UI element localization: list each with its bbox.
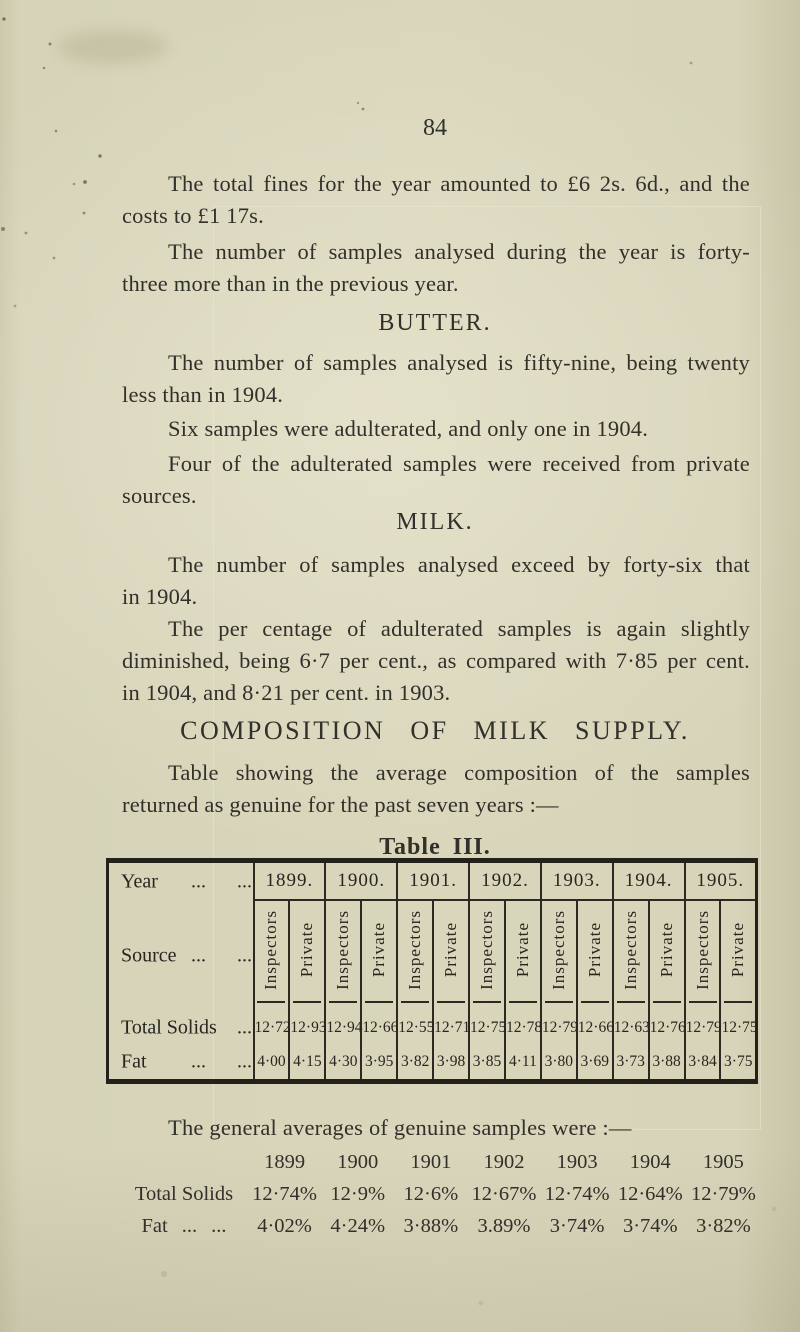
leader-dots: ... — [237, 944, 252, 966]
text-line: diminished, being 6·7 per cent., as compared with 7·85 per cent. — [122, 648, 750, 673]
text-line: in 1904. — [122, 584, 198, 609]
rule-dash — [689, 1001, 717, 1003]
page-number: 84 — [423, 115, 447, 141]
text-line: The number of samples analysed is fifty-nine, being twenty — [168, 350, 750, 375]
averages-year: 1899 — [264, 1150, 306, 1173]
paragraph-butter-samples — [122, 347, 750, 411]
total-solids-value: 12·63 — [613, 1011, 649, 1045]
paragraph-percentage-adulterated — [122, 613, 750, 709]
rule-dash — [293, 1001, 321, 1003]
averages-total-solids-value: 12·74% — [252, 1182, 318, 1205]
averages-fat-row — [120, 1210, 760, 1242]
averages-fat-value: 4·02% — [257, 1214, 312, 1237]
rule-dash — [617, 1001, 645, 1003]
year-header: 1903. — [541, 861, 613, 901]
averages-year-row — [120, 1146, 760, 1178]
fat-value: 4·30 — [325, 1045, 361, 1082]
section-heading-milk: MILK. — [396, 509, 474, 535]
row-label-text: Year — [121, 870, 158, 892]
table-row-source — [108, 900, 757, 1011]
text-line: costs to £1 17s. — [122, 203, 264, 228]
total-solids-value: 12·94 — [325, 1011, 361, 1045]
fat-value: 4·15 — [289, 1045, 325, 1082]
source-header-private: Private — [289, 900, 325, 1011]
fat-value: 3·75 — [720, 1045, 756, 1082]
source-header-private: Private — [649, 900, 685, 1011]
fat-value: 3·82 — [397, 1045, 433, 1082]
averages-total-solids-row — [120, 1178, 760, 1210]
fat-value: 4·00 — [254, 1045, 290, 1082]
text-line: Four of the adulterated samples were received from private — [168, 451, 750, 476]
averages-total-solids-value: 12·67% — [471, 1182, 537, 1205]
paragraph-table-intro — [122, 757, 750, 821]
leader-dots: ... — [191, 944, 206, 966]
total-solids-value: 12·66 — [361, 1011, 397, 1045]
fat-row-label — [108, 1045, 254, 1082]
averages-table — [120, 1146, 760, 1242]
source-header-inspectors: Inspectors — [469, 900, 505, 1011]
year-row-label — [108, 861, 254, 901]
leader-dots: ... — [237, 1050, 252, 1073]
averages-year: 1904 — [629, 1150, 671, 1173]
total-solids-value: 12·78 — [505, 1011, 541, 1045]
fat-value: 3·95 — [361, 1045, 397, 1082]
total-solids-value: 12·93 — [289, 1011, 325, 1045]
rule-dash — [473, 1001, 501, 1003]
leader-dots: ... — [191, 1050, 206, 1073]
text-line: less than in 1904. — [122, 382, 284, 407]
fat-value: 3·80 — [541, 1045, 577, 1082]
year-header: 1901. — [397, 861, 469, 901]
paragraph-general-averages — [122, 1112, 750, 1144]
year-header: 1900. — [325, 861, 397, 901]
total-solids-value: 12·75 — [720, 1011, 756, 1045]
paragraph-total-fines — [122, 168, 750, 232]
total-solids-value: 12·75 — [469, 1011, 505, 1045]
rule-dash — [509, 1001, 537, 1003]
source-header-private: Private — [433, 900, 469, 1011]
averages-fat-value: 3·88% — [403, 1214, 459, 1237]
fat-value: 3·85 — [469, 1045, 505, 1082]
source-header-inspectors: Inspectors — [541, 900, 577, 1011]
composition-table — [106, 858, 758, 1084]
total-solids-value: 12·79 — [685, 1011, 721, 1045]
row-label-text: Fat — [121, 1050, 147, 1073]
row-label-text: Total Solids — [121, 1016, 217, 1039]
paper-specks — [0, 0, 2, 2]
section-heading-composition: COMPOSITION OF MILK SUPPLY. — [180, 716, 690, 745]
row-label-text: Source — [121, 944, 177, 966]
rule-dash — [365, 1001, 393, 1003]
rule-dash — [329, 1001, 357, 1003]
source-header-inspectors: Inspectors — [254, 900, 290, 1011]
rule-dash — [724, 1001, 752, 1003]
year-header: 1902. — [469, 861, 541, 901]
paragraph-six-samples — [122, 413, 750, 445]
total-solids-value: 12·71 — [433, 1011, 469, 1045]
averages-total-solids-value: 12·6% — [403, 1182, 459, 1205]
averages-fat-value: 3·74% — [622, 1214, 678, 1237]
averages-total-solids-value: 12·64% — [617, 1182, 683, 1205]
fat-value: 4·11 — [505, 1045, 541, 1082]
source-header-private: Private — [361, 900, 397, 1011]
section-heading-butter: BUTTER. — [378, 310, 492, 336]
total-solids-value: 12·72 — [254, 1011, 290, 1045]
averages-fat-value: 3·82% — [696, 1214, 751, 1237]
fat-value: 3·84 — [685, 1045, 721, 1082]
year-header: 1904. — [613, 861, 685, 901]
source-header-private: Private — [720, 900, 756, 1011]
averages-year: 1900 — [337, 1150, 379, 1173]
averages-year: 1902 — [483, 1150, 525, 1173]
text-line: The general averages of genuine samples were :— — [168, 1115, 632, 1140]
averages-total-solids-value: 12·79% — [690, 1182, 756, 1205]
rule-dash — [581, 1001, 609, 1003]
text-line: Table showing the average composition of the samples — [168, 760, 750, 785]
table-row-fat — [108, 1045, 757, 1082]
source-header-inspectors: Inspectors — [325, 900, 361, 1011]
fat-value: 3·73 — [613, 1045, 649, 1082]
fat-value: 3·98 — [433, 1045, 469, 1082]
source-header-inspectors: Inspectors — [397, 900, 433, 1011]
rule-dash — [401, 1001, 429, 1003]
empty-cell — [120, 1146, 248, 1178]
total-solids-value: 12·66 — [577, 1011, 613, 1045]
leader-dots: ... — [237, 870, 252, 892]
leader-dots: ... — [237, 1016, 252, 1039]
total-solids-row-label — [108, 1011, 254, 1045]
leader-dots: ... — [191, 870, 206, 892]
paragraph-four-adulterated — [122, 448, 750, 512]
averages-year: 1903 — [556, 1150, 598, 1173]
total-solids-value: 12·76 — [649, 1011, 685, 1045]
rule-dash — [437, 1001, 465, 1003]
text-line: in 1904, and 8·21 per cent. in 1903. — [122, 680, 451, 705]
source-row-label — [108, 900, 254, 1011]
averages-fat-value: 3.89% — [477, 1214, 531, 1237]
text-line: Six samples were adulterated, and only one in 1904. — [168, 416, 649, 441]
year-header: 1899. — [254, 861, 326, 901]
leader-dots: ... — [181, 1214, 198, 1237]
text-line: The number of samples analysed during the year is forty- — [168, 239, 750, 264]
text-line: The number of samples analysed exceed by forty-six that — [168, 552, 750, 577]
text-line: sources. — [122, 483, 197, 508]
rule-dash — [653, 1001, 681, 1003]
source-header-private: Private — [577, 900, 613, 1011]
paragraph-samples-analysed — [122, 236, 750, 300]
averages-fat-label: Fat ... ... — [141, 1214, 227, 1237]
table-row-total-solids — [108, 1011, 757, 1045]
year-header: 1905. — [685, 861, 757, 901]
paragraph-milk-samples — [122, 549, 750, 613]
averages-total-solids-label: Total Solids — [134, 1182, 234, 1205]
fat-value: 3·69 — [577, 1045, 613, 1082]
total-solids-value: 12·79 — [541, 1011, 577, 1045]
total-solids-value: 12·55 — [397, 1011, 433, 1045]
averages-fat-value: 3·74% — [549, 1214, 605, 1237]
averages-year: 1901 — [410, 1150, 452, 1173]
averages-year: 1905 — [702, 1150, 744, 1173]
table-caption: Table III. — [379, 834, 491, 860]
fat-value: 3·88 — [649, 1045, 685, 1082]
leader-dots: ... — [211, 1214, 227, 1237]
source-header-private: Private — [505, 900, 541, 1011]
paper-smudge — [58, 30, 168, 64]
source-header-inspectors: Inspectors — [685, 900, 721, 1011]
averages-total-solids-value: 12·74% — [544, 1182, 610, 1205]
text-line: returned as genuine for the past seven years :— — [122, 792, 559, 817]
averages-total-solids-value: 12·9% — [330, 1182, 386, 1205]
averages-fat-value: 4·24% — [330, 1214, 386, 1237]
rule-dash — [545, 1001, 573, 1003]
rule-dash — [257, 1001, 285, 1003]
text-line: The total fines for the year amounted to £6 2s. 6d., and the — [168, 171, 750, 196]
text-line: three more than in the previous year. — [122, 271, 459, 296]
source-header-inspectors: Inspectors — [613, 900, 649, 1011]
table-row-year — [108, 861, 757, 901]
text-line: The per centage of adulterated samples is again slightly — [168, 616, 750, 641]
